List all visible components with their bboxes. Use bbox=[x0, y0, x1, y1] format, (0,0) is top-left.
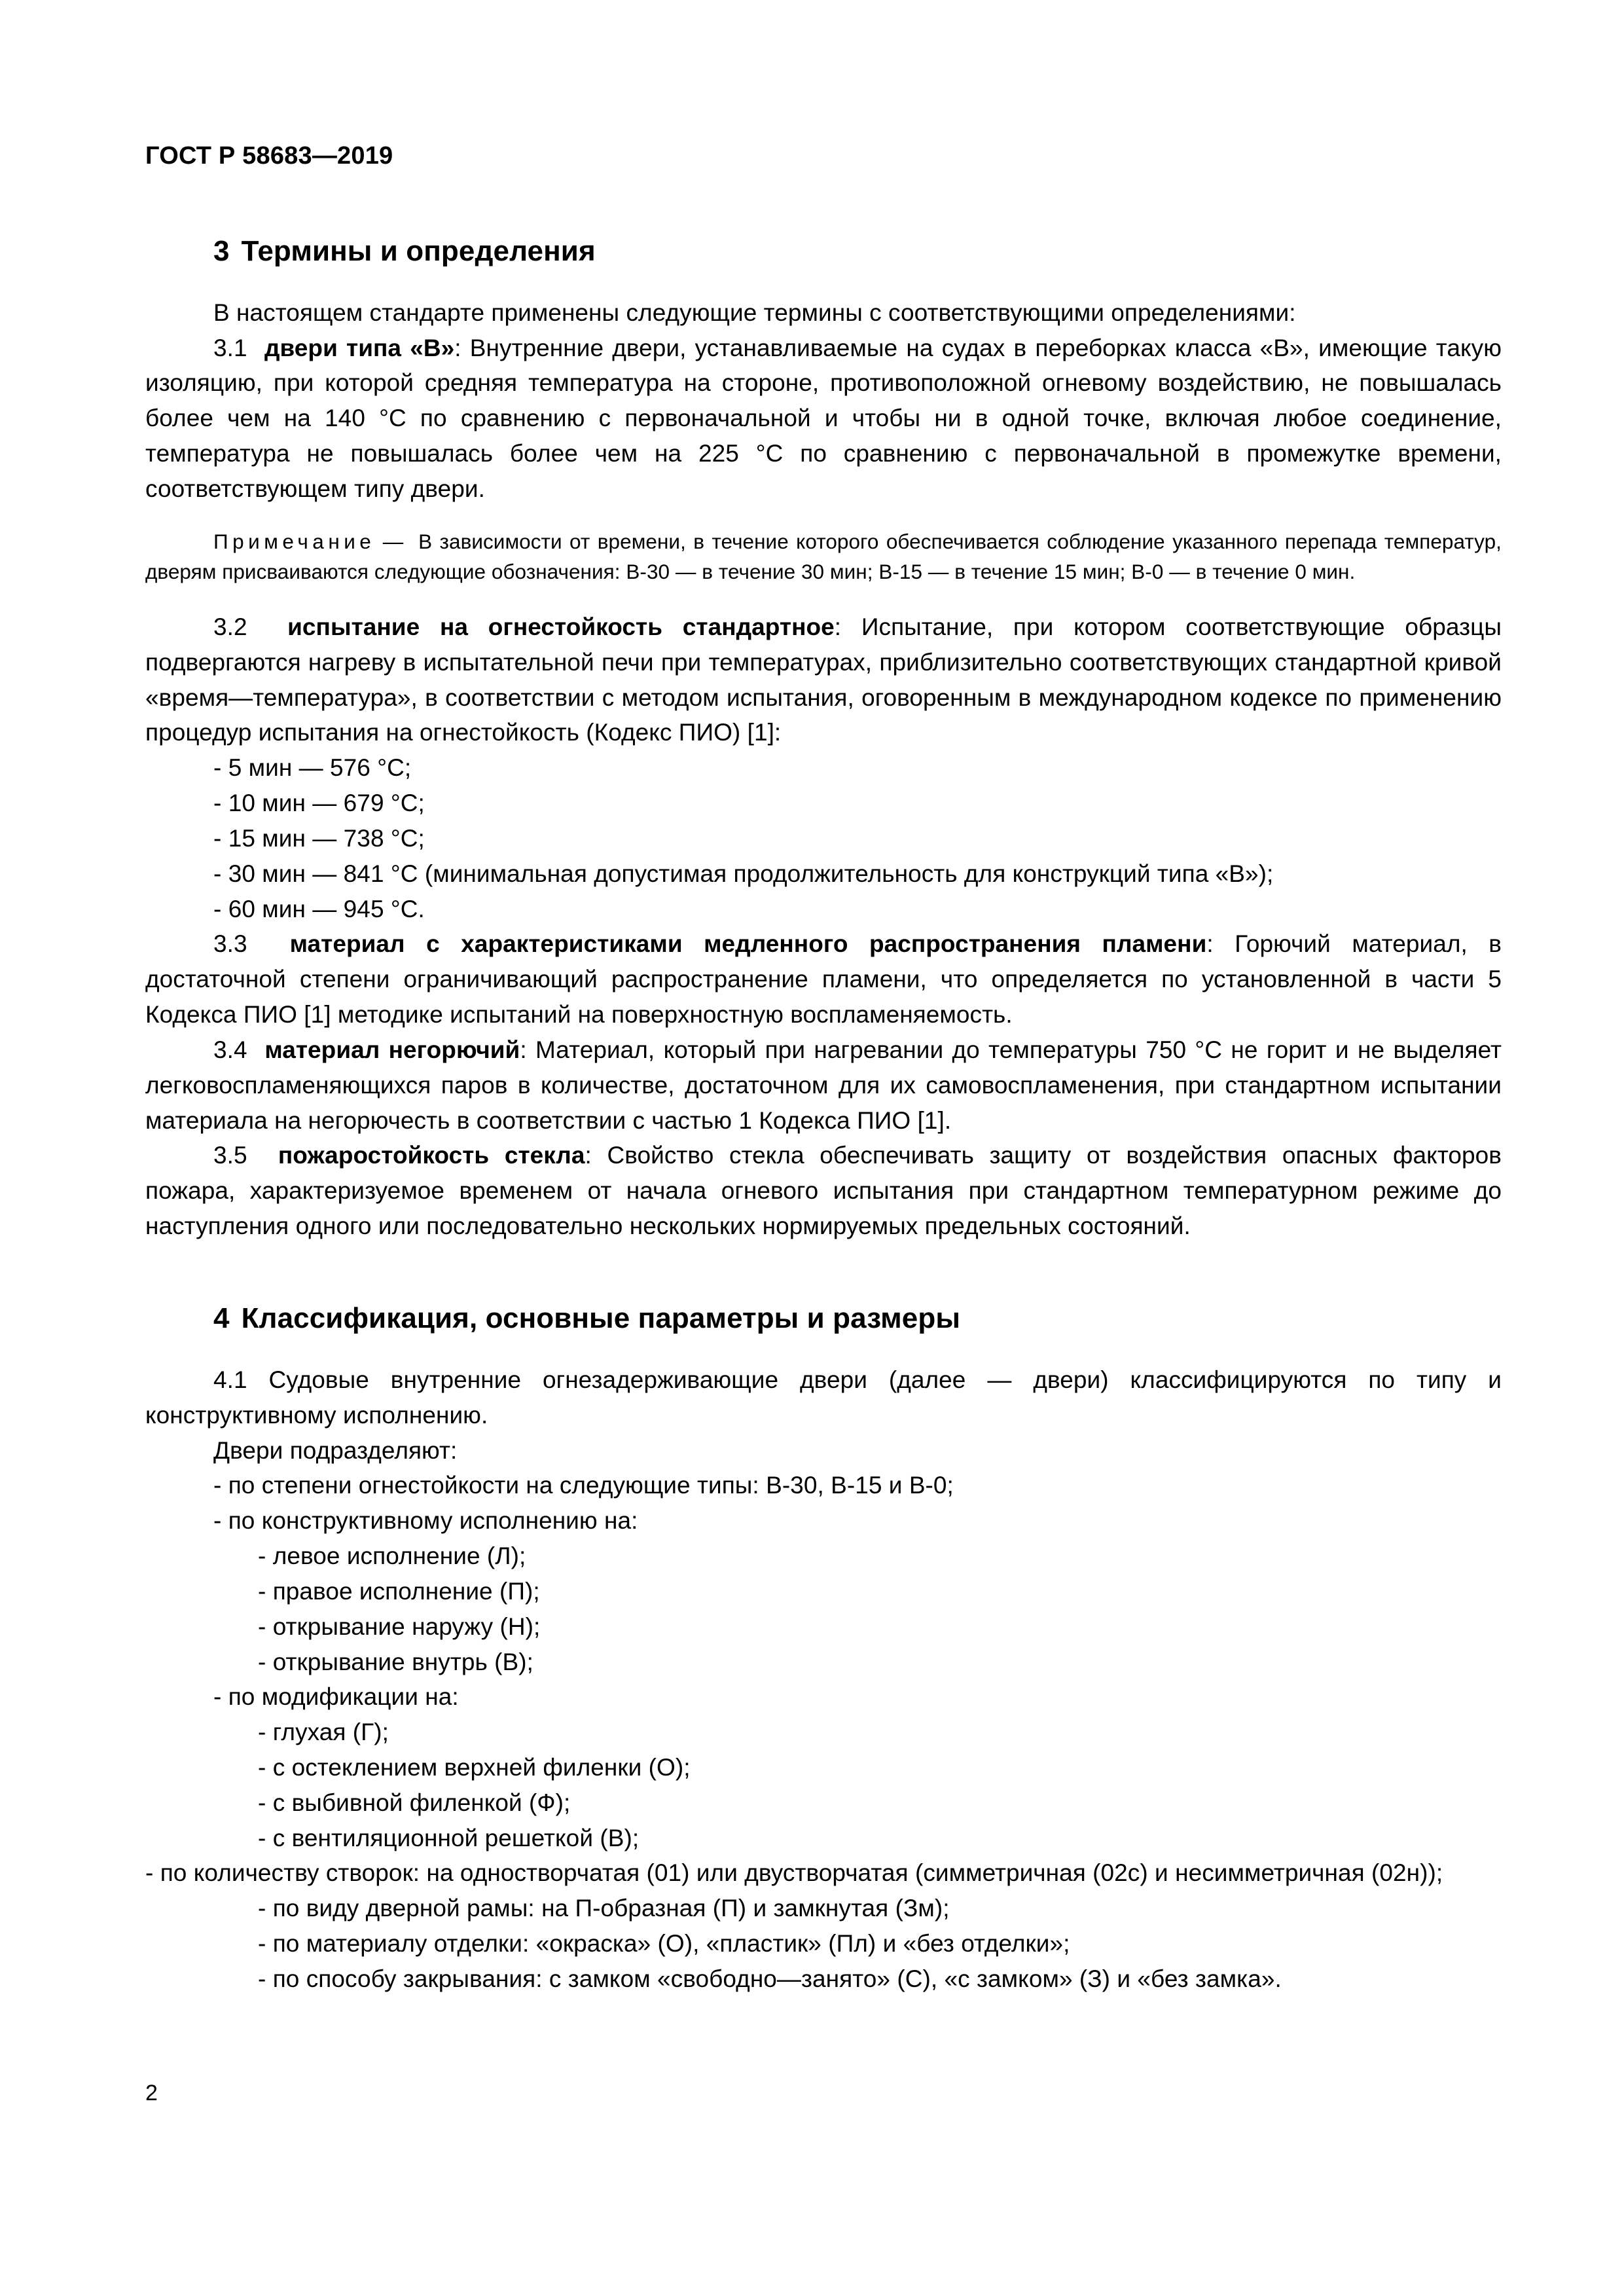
list-item: - по конструктивному исполнению на: bbox=[213, 1507, 638, 1535]
term-3-2-number: 3.2 bbox=[213, 613, 247, 640]
list-item: - по материалу отделки: «окраска» (О), «пластик» (Пл) и «без отделки»; bbox=[258, 1930, 1070, 1958]
list-item: - левое исполнение (Л); bbox=[258, 1542, 526, 1570]
list-item: - с вентиляционной решеткой (В); bbox=[258, 1824, 640, 1851]
list-item: - по количеству створок: на одностворчатая (01) или двустворчатая (симметричная (02с) и несимметричная (02н)); bbox=[145, 1859, 1443, 1887]
list-item: - открывание внутрь (В); bbox=[258, 1648, 533, 1675]
classification-list bbox=[145, 1468, 1502, 1996]
list-item: - 15 мин — 738 °C; bbox=[213, 824, 425, 852]
page-number: 2 bbox=[145, 2081, 158, 2105]
list-item: - по виду дверной рамы: на П-образная (П) и замкнутая (Зм); bbox=[258, 1895, 950, 1922]
list-item: - по способу закрывания: с замком «свободно—занято» (С), «с замком» (З) и «без замка». bbox=[258, 1965, 1282, 1992]
list-item: - с выбивной филенкой (Ф); bbox=[258, 1789, 571, 1816]
section-title-3: Термины и определения bbox=[241, 234, 596, 267]
temperature-list bbox=[145, 750, 1502, 926]
note-label: Примечание bbox=[213, 529, 376, 553]
section-title-4: Классификация, основные параметры и размеры bbox=[241, 1302, 960, 1334]
list-item: - 60 мин — 945 °C. bbox=[213, 895, 425, 922]
list-item: - 5 мин — 576 °C; bbox=[213, 754, 412, 782]
list-item: - правое исполнение (П); bbox=[258, 1577, 540, 1605]
list-item: - глухая (Г); bbox=[258, 1719, 389, 1746]
subdivision-intro: Двери подразделяют: bbox=[213, 1436, 458, 1464]
section-heading-4 bbox=[145, 1300, 1502, 1336]
note-text: В зависимости от времени, в течение которого обеспечивается соблюдение указанного перепада температур, дверям присваиваются следующие обозначения: В-30 — в течение 30 мин; В-15 — в течение 15 мин; В-0 — в течение 0 мин. bbox=[145, 529, 1502, 584]
term-3-5-number: 3.5 bbox=[213, 1142, 247, 1169]
term-3-1 bbox=[145, 331, 1502, 507]
section-heading-3 bbox=[145, 233, 1502, 269]
list-item: - с остеклением верхней филенки (О); bbox=[258, 1754, 691, 1781]
list-item: - 10 мин — 679 °C; bbox=[213, 790, 425, 817]
term-3-2-definition: : Испытание, при котором соответствующие образцы подвергаются нагреву в испытательной печи при температурах, приблизительно соответствующих стандартной кривой «время—температура», в соответствии с методом испытания, оговоренным в международном кодексе по применению процедур испытания на огнестойкость (Кодекс ПИО) [1]: bbox=[145, 613, 1502, 746]
term-3-5 bbox=[145, 1138, 1502, 1243]
section-3-intro: В настоящем стандарте применены следующие термины с соответствующими определениями: bbox=[213, 299, 1296, 326]
note-dash: — bbox=[382, 529, 404, 553]
term-3-1-number: 3.1 bbox=[213, 334, 247, 361]
term-3-1-label: двери типа «В» bbox=[264, 334, 455, 361]
note-block bbox=[145, 526, 1502, 587]
term-3-4-definition: : Материал, который при нагревании до температуры 750 °C не горит и не выделяет легковоспламеняющихся паров в количестве, достаточном для их самовоспламенения, при стандартном испытании материала на негорючесть в соответствии с частью 1 Кодекса ПИО [1]. bbox=[145, 1036, 1502, 1134]
term-3-1-definition: : Внутренние двери, устанавливаемые на судах в переборках класса «В», имеющие такую изоляцию, при которой средняя температура на стороне, противоположной огневому воздействию, не повышалась более чем на 140 °C по сравнению с первоначальной и чтобы ни в одной точке, включая любое соединение, температура не повышалась более чем на 225 °C по сравнению с первоначальной в промежутке времени, соответствующем типу двери. bbox=[145, 334, 1502, 502]
term-3-3-number: 3.3 bbox=[213, 930, 247, 958]
page-content bbox=[145, 143, 1502, 1997]
list-item: - открывание наружу (Н); bbox=[258, 1613, 541, 1640]
section-number-3: 3 bbox=[213, 234, 230, 267]
term-3-4-label: материал негорючий bbox=[264, 1036, 520, 1063]
list-item: - по модификации на: bbox=[213, 1683, 459, 1711]
term-3-4 bbox=[145, 1032, 1502, 1138]
term-3-3-label: материал с характеристиками медленного распространения пламени bbox=[289, 930, 1207, 958]
section-number-4: 4 bbox=[213, 1302, 230, 1334]
term-3-5-definition: : Свойство стекла обеспечивать защиту от воздействия опасных факторов пожара, характеризуемое временем от начала огневого испытания при стандартном температурном режиме до наступления одного или последовательно нескольких нормируемых предельных состояний. bbox=[145, 1142, 1502, 1240]
term-3-5-label: пожаростойкость стекла bbox=[278, 1142, 585, 1169]
spacer bbox=[145, 1244, 1502, 1300]
term-3-2 bbox=[145, 610, 1502, 750]
document-standard-header: ГОСТ Р 58683—2019 bbox=[145, 142, 393, 170]
term-3-4-number: 3.4 bbox=[213, 1036, 247, 1063]
term-3-3-definition: : Горючий материал, в достаточной степени ограничивающий распространение пламени, что определяется по установленной в части 5 Кодекса ПИО [1] методике испытаний на поверхностную воспламеняемость. bbox=[145, 930, 1502, 1029]
term-3-3 bbox=[145, 926, 1502, 1032]
term-3-2-label: испытание на огнестойкость стандартное bbox=[287, 613, 835, 640]
list-item: - 30 мин — 841 °C (минимальная допустимая продолжительность для конструкций типа «В»); bbox=[213, 860, 1274, 887]
list-item: - по степени огнестойкости на следующие типы: В-30, В-15 и В-0; bbox=[213, 1472, 954, 1499]
clause-4-1: 4.1 Судовые внутренние огнезадерживающие двери (далее — двери) классифицируются по типу и конструктивному исполнению. bbox=[145, 1366, 1502, 1429]
